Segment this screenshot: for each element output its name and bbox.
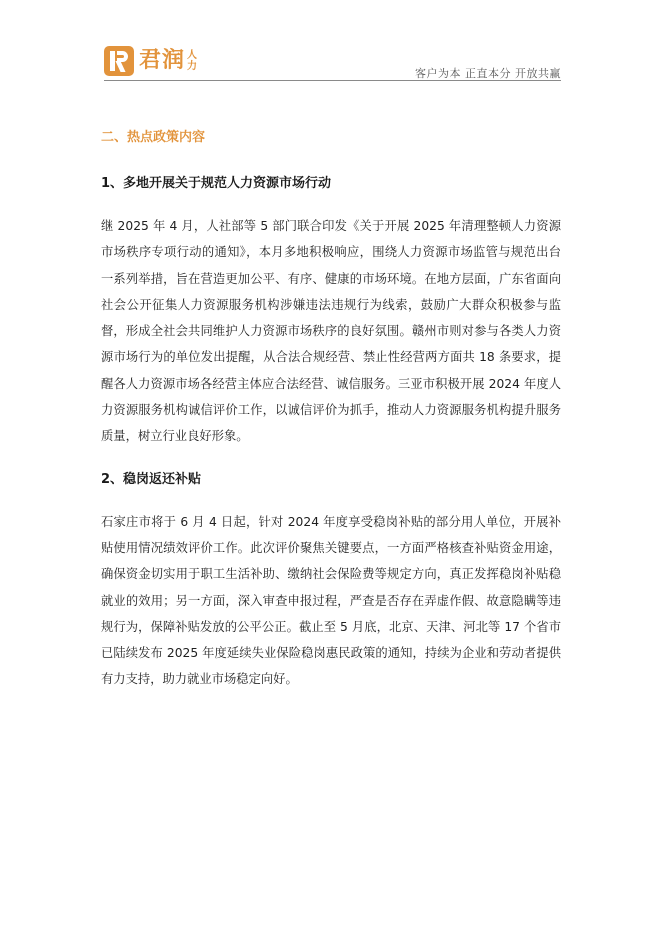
header-slogan: 客户为本 正直本分 开放共赢 <box>415 67 561 80</box>
company-logo <box>104 44 197 78</box>
header-divider <box>104 80 561 81</box>
item-body-1: 继 2025 年 4 月，人社部等 5 部门联合印发《关于开展 2025 年清理整顿人力资源市场秩序专项行动的通知》，本月多地积极响应，围绕人力资源市场监管与规范出台一系列举措，旨在营造更加公平、有序、健康的市场环境。在地方层面，广东省面向社会公开征集人力资源服务机构涉嫌违法违规行为线索，鼓励广大群众积极参与监督，形成全社会共同维护人力资源市场秩序的良好氛围。赣州市则对参与各类人力资源市场行为的单位发出提醒，从合法合规经营、禁止性经营两方面共 18 条要求，提醒各人力资源市场各经营主体应合法经营、诚信服务。三亚市积极开展 2024 年度人力资源服务机构诚信评价工作，以诚信评价为抓手，推动人力资源服务机构提升服务质量，树立行业良好形象。 <box>101 219 561 444</box>
item-title-2: 2、稳岗返还补贴 <box>101 471 202 487</box>
logo-name: 君润 <box>139 48 186 73</box>
page-header <box>104 44 561 84</box>
section-title: 二、热点政策内容 <box>101 130 206 145</box>
item-title-1: 1、多地开展关于规范人力资源市场行动 <box>101 176 332 191</box>
logo-mark-icon <box>104 46 134 76</box>
item-body-2: 石家庄市将于 6 月 4 日起，针对 2024 年度享受稳岗补贴的部分用人单位，开展补贴使用情况绩效评价工作。此次评价聚焦关键要点，一方面严格核查补贴资金用途，确保资金切实用于职工生活补助、缴纳社会保险费等规定方向，真正发挥稳岗补贴稳就业的效用；另一方面，深入审查申报过程，严查是否存在弄虚作假、故意隐瞒等违规行为，保障补贴发放的公平公正。截止至 5 月底，北京、天津、河北等 17 个省市已陆续发布 2025 年度延续失业保险稳岗惠民政策的通知，持续为企业和劳动者提供有力支持，助力就业市场稳定向好。 <box>101 514 561 687</box>
logo-sub-char-2: 力 <box>187 61 198 72</box>
page-content <box>101 122 561 693</box>
logo-sub <box>187 50 197 72</box>
logo-sub-char-1: 人 <box>187 50 198 61</box>
